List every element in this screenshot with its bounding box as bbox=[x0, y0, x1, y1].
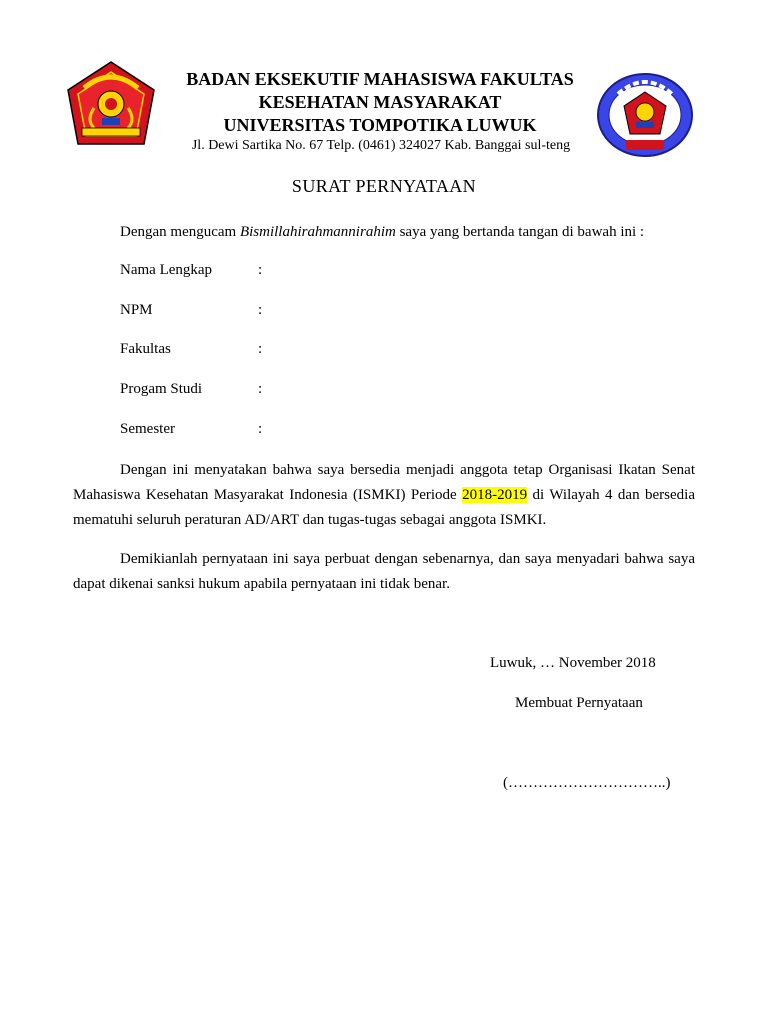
statement-text-before: Dengan ini menyatakan bahwa saya bersedia menjadi anggota tetap Organisasi Ikatan Senat Mahasiswa Kesehatan Masyarakat Indonesia (ISMKI) Periode bbox=[73, 462, 695, 503]
field-colon: : bbox=[258, 262, 263, 278]
letterhead-line-3: UNIVERSITAS TOMPOTIKA LUWUK bbox=[223, 115, 537, 135]
signature-name-blank: (…………………………..) bbox=[503, 775, 671, 791]
field-label: Fakultas bbox=[120, 341, 171, 357]
intro-italic-text: Bismillahirahmannirahim bbox=[239, 224, 396, 240]
field-colon: : bbox=[258, 381, 263, 397]
period-highlight: 2018-2019 bbox=[462, 487, 528, 503]
field-colon: : bbox=[258, 421, 263, 437]
intro-text-after: saya yang bertanda tangan di bawah ini : bbox=[395, 224, 645, 240]
letterhead-address: Jl. Dewi Sartika No. 67 Telp. (0461) 324027 Kab. Banggai sul-teng bbox=[191, 138, 571, 153]
field-label: Semester bbox=[120, 421, 175, 437]
field-colon: : bbox=[258, 341, 263, 357]
bem-fkm-logo-icon bbox=[596, 72, 694, 158]
letterhead-line-2: KESEHATAN MASYARAKAT bbox=[258, 92, 502, 112]
intro-paragraph bbox=[120, 220, 700, 245]
signer-role: Membuat Pernyataan bbox=[515, 695, 643, 711]
letterhead-line-1: BADAN EKSEKUTIF MAHASISWA FAKULTAS bbox=[186, 69, 574, 89]
place-date: Luwuk, … November 2018 bbox=[490, 655, 656, 671]
field-colon: : bbox=[258, 302, 263, 318]
closing-paragraph: Demikianlah pernyataan ini saya perbuat dengan sebenarnya, dan saya menyadari bahwa saya dapat dikenai sanksi hukum apabila pernyataan ini tidak benar. bbox=[73, 551, 695, 592]
field-label: Nama Lengkap bbox=[120, 262, 213, 278]
document-title: SURAT PERNYATAAN bbox=[291, 176, 477, 196]
field-label: NPM bbox=[120, 302, 153, 318]
intro-text-before: Dengan mengucam bbox=[120, 224, 240, 240]
statement-text-after: di Wilayah 4 dan bersedia mematuhi seluruh peraturan AD/ART dan tugas-tugas sebagai anggota ISMKI. bbox=[73, 487, 695, 528]
field-label: Progam Studi bbox=[120, 381, 203, 397]
statement-paragraph bbox=[73, 458, 695, 533]
university-logo-icon bbox=[64, 60, 158, 150]
